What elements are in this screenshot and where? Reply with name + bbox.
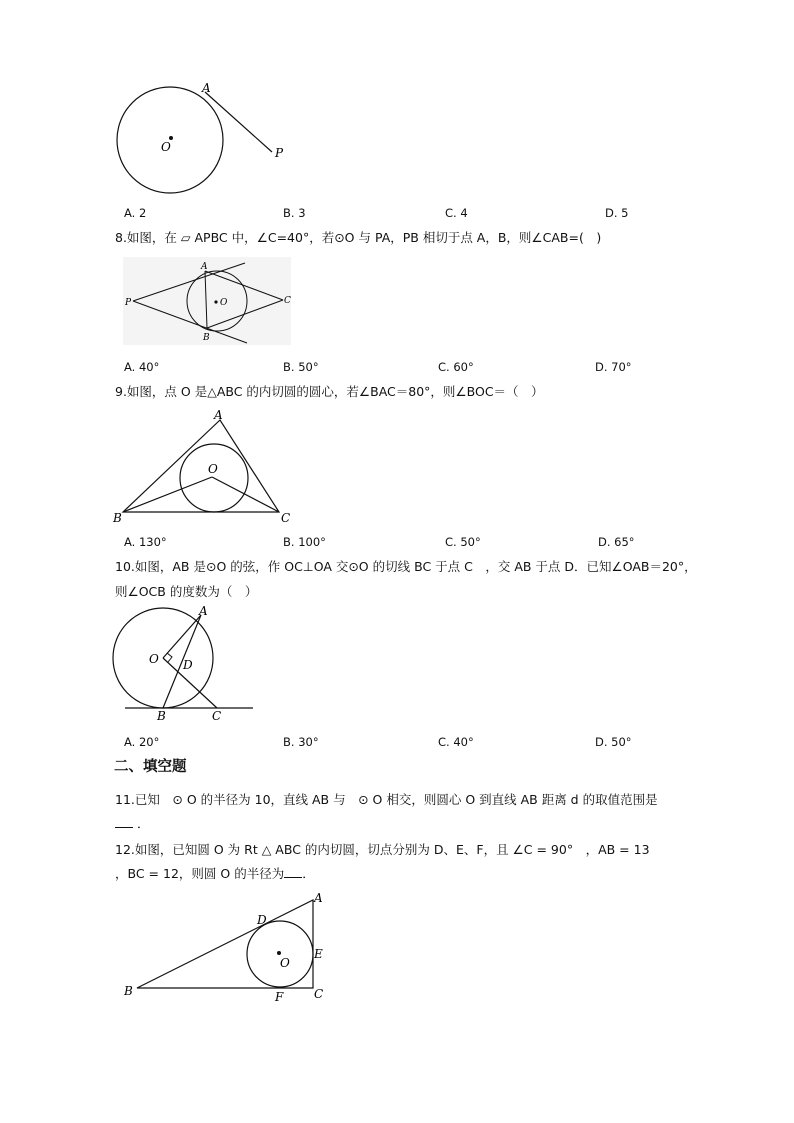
q12-answer-blank[interactable] [284, 867, 302, 878]
q7-label-a: A [202, 81, 211, 95]
q9-question-text: 9.如图，点 O 是△ABC 的内切圆的圆心，若∠BAC＝80°，则∠BOC＝（ ） [115, 384, 544, 399]
q12-label-f: F [275, 990, 284, 1004]
q9-figure [110, 410, 300, 528]
q10-radius-oa [163, 615, 201, 658]
q7-option-d[interactable]: D. 5 [605, 206, 629, 220]
q9-label-a: A [214, 410, 223, 422]
q9-option-b[interactable]: B. 100° [283, 535, 326, 549]
q7-option-a[interactable]: A. 2 [124, 206, 147, 220]
q9-option-d[interactable]: D. 65° [598, 535, 635, 549]
q7-label-p: P [275, 146, 284, 160]
q12-label-d: D [257, 913, 267, 927]
q8-label-b: B [203, 333, 210, 343]
q8-center-dot [214, 300, 217, 303]
q10-right-angle-mark [167, 653, 172, 662]
q10-question-text-line2: 则∠OCB 的度数为（ ） [115, 584, 258, 599]
q12-period: ． [302, 866, 315, 881]
q8-label-a: A [201, 262, 208, 272]
q12-label-a: A [314, 891, 323, 905]
q10-option-d[interactable]: D. 50° [595, 735, 632, 749]
q9-line-co [212, 477, 279, 512]
q12-label-o: O [280, 956, 290, 970]
q10-label-a: A [199, 605, 208, 618]
q9-label-o: O [208, 462, 218, 476]
q12-label-e: E [314, 947, 323, 961]
q11-answer-line[interactable] [115, 816, 150, 832]
q9-line-bo [123, 477, 212, 512]
q8-option-a[interactable]: A. 40° [124, 360, 160, 374]
q8-label-p: P [125, 298, 132, 308]
q10-option-a[interactable]: A. 20° [124, 735, 160, 749]
section-title: 二、填空题 [114, 759, 187, 775]
q7-tangent-line [205, 92, 272, 152]
q9-triangle [123, 420, 279, 512]
q8-label-o: O [220, 298, 228, 308]
q8-option-b[interactable]: B. 50° [283, 360, 319, 374]
q9-label-c: C [281, 511, 291, 525]
q10-option-b[interactable]: B. 30° [283, 735, 319, 749]
q10-label-b: B [157, 709, 166, 723]
q12-triangle [137, 900, 313, 988]
q8-option-c[interactable]: C. 60° [438, 360, 474, 374]
q11-question-text: 11.已知 ⊙ O 的半径为 10，直线 AB 与 ⊙ O 相交，则圆心 O 到直线 AB 距离 d 的取值范围是 [115, 792, 658, 807]
q9-option-a[interactable]: A. 130° [124, 535, 167, 549]
q12-center-dot [277, 951, 281, 955]
q10-label-d: D [183, 658, 193, 672]
q7-option-b[interactable]: B. 3 [283, 206, 306, 220]
q11-period: ． [136, 816, 150, 831]
q12-figure [118, 888, 338, 1006]
q10-question-text-line1: 10.如图，AB 是⊙O 的弦，作 OC⊥OA 交⊙O 的切线 BC 于点 C ，交 AB 于点 D．已知∠OAB＝20°， [115, 559, 697, 574]
q7-figure [110, 78, 300, 198]
q12-text-part: ，BC = 12，则圆 O 的半径为 [115, 866, 285, 881]
q10-figure [105, 605, 265, 727]
q9-option-c[interactable]: C. 50° [445, 535, 481, 549]
q12-question-text-line2 [115, 866, 315, 882]
q9-label-b: B [113, 511, 122, 525]
q7-label-o: O [161, 140, 171, 154]
q10-label-o: O [149, 652, 159, 666]
q11-answer-blank[interactable] [115, 817, 133, 828]
q8-label-c: C [284, 296, 291, 306]
q12-label-c: C [314, 987, 324, 1001]
q12-question-text-line1: 12.如图，已知圆 O 为 Rt △ ABC 的内切圆，切点分别为 D、E、F，且 ∠C = 90° ，AB = 13 [115, 842, 650, 857]
q10-label-c: C [212, 709, 222, 723]
q7-option-c[interactable]: C. 4 [445, 206, 468, 220]
q8-option-d[interactable]: D. 70° [595, 360, 632, 374]
q8-figure [123, 257, 293, 347]
q8-question-text: 8.如图，在 ▱ APBC 中，∠C=40°，若⊙O 与 PA，PB 相切于点 A，B，则∠CAB=( ) [115, 230, 602, 245]
q10-option-c[interactable]: C. 40° [438, 735, 474, 749]
q12-label-b: B [124, 984, 133, 998]
